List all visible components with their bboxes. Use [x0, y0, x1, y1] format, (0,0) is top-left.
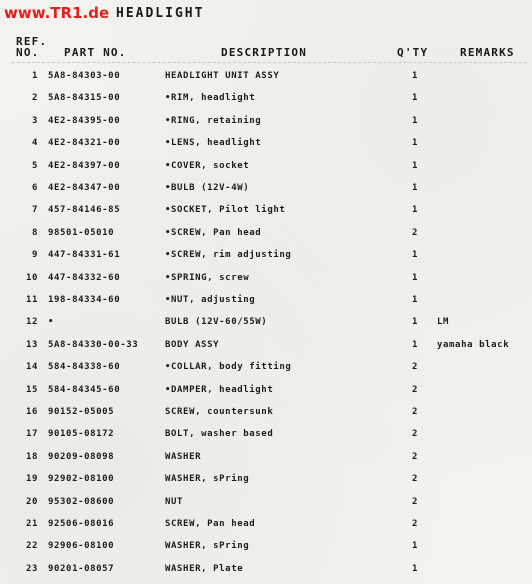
qty-cell: 2 — [411, 227, 419, 238]
ref-no-cell: 4 — [31, 138, 38, 149]
qty-cell: 1 — [411, 317, 419, 328]
part-no-cell: 92506-08016 — [48, 519, 115, 529]
part-no-cell: 90152-05005 — [48, 407, 115, 417]
page-title: HEADLIGHT — [116, 6, 205, 21]
description-cell: NUT — [165, 496, 184, 507]
ref-no-cell: 8 — [31, 227, 38, 238]
qty-cell: 1 — [411, 183, 419, 193]
qty-cell: 1 — [411, 563, 419, 574]
table-row — [0, 89, 532, 111]
table-row — [0, 134, 532, 156]
remarks-cell: yamaha black — [437, 339, 510, 350]
description-cell: •RIM, headlight — [165, 93, 256, 104]
ref-no-cell: 20 — [25, 496, 38, 507]
ref-no-cell: 14 — [25, 362, 38, 373]
header-part-no: PART NO. — [64, 46, 127, 59]
qty-cell: 2 — [411, 519, 419, 529]
qty-cell: 2 — [411, 384, 419, 395]
description-cell: •RING, retaining — [165, 115, 262, 126]
table-row — [0, 381, 532, 403]
part-no-cell: 5A8-84330-00-33 — [48, 339, 139, 350]
part-no-cell: 584-84338-60 — [48, 362, 121, 373]
table-row — [0, 425, 532, 447]
ref-no-cell: 5 — [31, 160, 38, 171]
table-row — [0, 157, 532, 179]
table-row — [0, 67, 532, 89]
table-row — [0, 403, 532, 425]
ref-no-cell: 13 — [25, 339, 38, 350]
table-row — [0, 291, 532, 313]
table-row — [0, 224, 532, 246]
part-no-cell: • — [48, 317, 55, 328]
part-no-cell: 5A8-84303-00 — [48, 71, 121, 81]
table-row — [0, 493, 532, 515]
part-no-cell: 98501-05010 — [48, 227, 115, 238]
ref-no-cell: 1 — [31, 71, 38, 81]
ref-no-cell: 12 — [25, 317, 38, 328]
part-no-cell: 4E2-84321-00 — [48, 138, 121, 149]
table-row — [0, 470, 532, 492]
part-no-cell: 90105-08172 — [48, 429, 115, 440]
description-cell: WASHER, sPring — [165, 541, 250, 552]
description-cell: WASHER — [165, 451, 202, 462]
table-row — [0, 515, 532, 537]
part-no-cell: 4E2-84347-00 — [48, 183, 121, 193]
ref-no-cell: 22 — [25, 541, 38, 552]
ref-no-cell: 18 — [25, 451, 38, 462]
table-row — [0, 313, 532, 335]
ref-no-cell: 11 — [25, 295, 38, 305]
description-cell: •COVER, socket — [165, 160, 250, 171]
description-cell: •LENS, headlight — [165, 138, 262, 149]
qty-cell: 2 — [411, 496, 419, 507]
description-cell: WASHER, Plate — [165, 563, 244, 574]
table-row — [0, 179, 532, 201]
table-row — [0, 448, 532, 470]
part-no-cell: 4E2-84397-00 — [48, 160, 121, 171]
ref-no-cell: 17 — [25, 429, 38, 440]
part-no-cell: 447-84331-61 — [48, 250, 121, 261]
qty-cell: 1 — [411, 160, 419, 171]
description-cell: •SCREW, Pan head — [165, 227, 262, 238]
ref-no-cell: 7 — [31, 205, 38, 216]
table-row — [0, 336, 532, 358]
qty-cell: 1 — [411, 138, 419, 149]
qty-cell: 1 — [411, 115, 419, 126]
description-cell: •NUT, adjusting — [165, 295, 256, 305]
header-divider — [12, 62, 527, 63]
table-row — [0, 112, 532, 134]
qty-cell: 1 — [411, 272, 419, 283]
description-cell: SCREW, Pan head — [165, 519, 256, 529]
qty-cell: 2 — [411, 362, 419, 373]
qty-cell: 1 — [411, 205, 419, 216]
description-cell: HEADLIGHT UNIT ASSY — [165, 71, 280, 81]
header-description: DESCRIPTION — [221, 46, 308, 59]
ref-no-cell: 9 — [31, 250, 38, 261]
description-cell: •BULB (12V-4W) — [165, 183, 250, 193]
header-qty: Q'TY — [397, 46, 429, 59]
table-row — [0, 201, 532, 223]
header-remarks: REMARKS — [460, 46, 515, 59]
table-row — [0, 246, 532, 268]
part-no-cell: 95302-08600 — [48, 496, 115, 507]
part-no-cell: 92902-08100 — [48, 474, 115, 485]
qty-cell: 1 — [411, 71, 419, 81]
ref-no-cell: 19 — [25, 474, 38, 485]
site-watermark: www.TR1.de — [4, 4, 110, 22]
ref-no-cell: 16 — [25, 407, 38, 417]
ref-no-cell: 10 — [25, 272, 38, 283]
part-no-cell: 4E2-84395-00 — [48, 115, 121, 126]
part-no-cell: 457-84146-85 — [48, 205, 121, 216]
description-cell: •DAMPER, headlight — [165, 384, 274, 395]
header-ref-no: NO. — [16, 46, 40, 59]
qty-cell: 2 — [411, 407, 419, 417]
part-no-cell: 90201-08057 — [48, 563, 115, 574]
table-row — [0, 537, 532, 559]
remarks-cell: LM — [437, 317, 450, 328]
header-ref-line1: REF. — [16, 35, 48, 48]
description-cell: •COLLAR, body fitting — [165, 362, 292, 373]
ref-no-cell: 3 — [31, 115, 38, 126]
qty-cell: 1 — [411, 295, 419, 305]
table-row — [0, 358, 532, 380]
description-cell: •SPRING, screw — [165, 272, 250, 283]
description-cell: BULB (12V-60/55W) — [165, 317, 268, 328]
qty-cell: 2 — [411, 451, 419, 462]
part-no-cell: 447-84332-60 — [48, 272, 121, 283]
ref-no-cell: 15 — [25, 384, 38, 395]
description-cell: SCREW, countersunk — [165, 407, 274, 417]
description-cell: •SOCKET, Pilot light — [165, 205, 286, 216]
qty-cell: 1 — [411, 250, 419, 261]
qty-cell: 2 — [411, 429, 419, 440]
ref-no-cell: 6 — [31, 183, 38, 193]
part-no-cell: 198-84334-60 — [48, 295, 121, 305]
part-no-cell: 92906-08100 — [48, 541, 115, 552]
description-cell: BODY ASSY — [165, 339, 220, 350]
table-row — [0, 560, 532, 582]
part-no-cell: 90209-08098 — [48, 451, 115, 462]
part-no-cell: 5A8-84315-00 — [48, 93, 121, 104]
description-cell: BOLT, washer based — [165, 429, 274, 440]
ref-no-cell: 2 — [31, 93, 38, 104]
ref-no-cell: 23 — [25, 563, 38, 574]
table-row — [0, 269, 532, 291]
ref-no-cell: 21 — [25, 519, 38, 529]
part-no-cell: 584-84345-60 — [48, 384, 121, 395]
description-cell: •SCREW, rim adjusting — [165, 250, 292, 261]
qty-cell: 1 — [411, 541, 419, 552]
description-cell: WASHER, sPring — [165, 474, 250, 485]
qty-cell: 2 — [411, 474, 419, 485]
qty-cell: 1 — [411, 339, 419, 350]
qty-cell: 1 — [411, 93, 419, 104]
